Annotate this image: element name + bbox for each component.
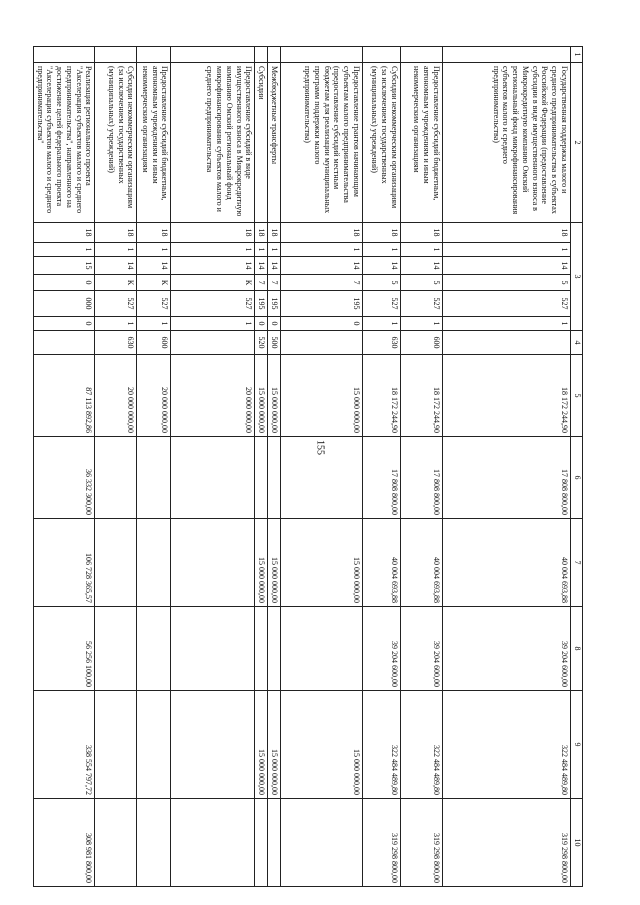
amount-cell: 39 204 600,00: [443, 607, 571, 691]
code-part-cell: 14: [171, 257, 255, 275]
row-index-cell: [363, 47, 401, 63]
row-name-cell: Реализация регионального проекта "Акселерация субъектов малого и среднего предпринимательства", направленного на достижение целей федерального проекта "Акселерация субъектов малого и среднего предпринимательства": [34, 63, 96, 223]
code-part-cell: 1: [95, 317, 137, 331]
amount-cell: [268, 437, 281, 519]
amount-cell: 87 113 892,86: [34, 355, 96, 437]
code-part-cell: 14: [363, 257, 401, 275]
header-cell: 2: [571, 63, 583, 223]
code-part-cell: 195: [255, 291, 268, 317]
row-index-cell: [443, 47, 571, 63]
code-part-cell: 527: [95, 291, 137, 317]
table-row: [268, 47, 281, 887]
code-part-cell: К: [95, 275, 137, 291]
header-cell: 5: [571, 355, 583, 437]
row-name-cell: Субсидии некоммерческим организациям (за исключением государственных (муниципальных) учреждений): [363, 63, 401, 223]
page-number: 155: [314, 440, 326, 455]
code-part-cell: 1: [171, 243, 255, 257]
code-part-cell: 5: [363, 275, 401, 291]
amount-cell: [137, 799, 171, 887]
amount-cell: [171, 607, 255, 691]
code-part-cell: 1: [137, 243, 171, 257]
amount-cell: 15 000 000,00: [281, 355, 363, 437]
code-part-cell: 1: [363, 243, 401, 257]
amount-cell: [255, 607, 268, 691]
code-part-cell: 527: [171, 291, 255, 317]
expense-type-cell: 630: [95, 331, 137, 355]
expense-type-cell: [34, 331, 96, 355]
amount-cell: 15 000 000,00: [255, 691, 268, 799]
row-name-cell: Предоставление субсидий бюджетным, автономным учреждениям и иным некоммерческим организациям: [137, 63, 171, 223]
header-cell: 3: [571, 223, 583, 331]
amount-cell: [137, 691, 171, 799]
row-name-cell: Предоставление грантов начинающим субъектам малого предпринимательства (предоставление субсидий местным бюджетам для реализации муниципальных программ поддержки малого предпринимательства): [281, 63, 363, 223]
row-index-cell: [95, 47, 137, 63]
table-row: [281, 47, 363, 887]
code-part-cell: 1: [95, 243, 137, 257]
amount-cell: 106 728 365,57: [34, 519, 96, 607]
header-cell: 8: [571, 607, 583, 691]
code-part-cell: 1: [268, 243, 281, 257]
code-part-cell: 527: [137, 291, 171, 317]
header-cell: 9: [571, 691, 583, 799]
code-part-cell: 14: [137, 257, 171, 275]
code-part-cell: 15: [34, 257, 96, 275]
amount-cell: [281, 799, 363, 887]
code-part-cell: 1: [401, 317, 443, 331]
expense-type-cell: [443, 331, 571, 355]
code-part-cell: 1: [34, 243, 96, 257]
amount-cell: 18 172 244,90: [363, 355, 401, 437]
code-part-cell: 14: [95, 257, 137, 275]
amount-cell: 18 172 244,90: [443, 355, 571, 437]
amount-cell: [268, 607, 281, 691]
amount-cell: [171, 437, 255, 519]
amount-cell: 20 000 000,00: [95, 355, 137, 437]
table-row: [137, 47, 171, 887]
amount-cell: [95, 799, 137, 887]
code-part-cell: 1: [137, 317, 171, 331]
header-cell: 7: [571, 519, 583, 607]
amount-cell: 20 000 000,00: [137, 355, 171, 437]
code-part-cell: К: [137, 275, 171, 291]
code-part-cell: 0: [268, 317, 281, 331]
code-part-cell: 18: [443, 223, 571, 243]
row-name-cell: Субсидии: [255, 63, 268, 223]
amount-cell: [281, 607, 363, 691]
code-part-cell: 5: [401, 275, 443, 291]
amount-cell: 15 000 000,00: [255, 519, 268, 607]
header-row: [571, 47, 583, 887]
amount-cell: [95, 437, 137, 519]
code-part-cell: 7: [255, 275, 268, 291]
code-part-cell: 18: [255, 223, 268, 243]
code-part-cell: 18: [268, 223, 281, 243]
amount-cell: [281, 437, 363, 519]
code-part-cell: К: [171, 275, 255, 291]
expense-type-cell: [171, 331, 255, 355]
amount-cell: 308 981 800,00: [34, 799, 96, 887]
amount-cell: 338 554 797,72: [34, 691, 96, 799]
code-part-cell: 18: [34, 223, 96, 243]
header-cell: 4: [571, 331, 583, 355]
row-index-cell: [401, 47, 443, 63]
code-part-cell: 18: [363, 223, 401, 243]
amount-cell: 15 000 000,00: [255, 355, 268, 437]
amount-cell: [171, 691, 255, 799]
code-part-cell: 527: [363, 291, 401, 317]
amount-cell: 39 204 600,00: [401, 607, 443, 691]
code-part-cell: 1: [281, 243, 363, 257]
code-part-cell: 1: [171, 317, 255, 331]
expense-type-cell: 600: [401, 331, 443, 355]
code-part-cell: 1: [363, 317, 401, 331]
code-part-cell: 18: [401, 223, 443, 243]
row-name-cell: Предоставление субсидий в виде имущественного взноса в Микрокредитную компанию Омский региональный фонд микрофинансирования субъектов малого и среднего предпринимательства: [171, 63, 255, 223]
row-index-cell: [34, 47, 96, 63]
amount-cell: [137, 437, 171, 519]
amount-cell: [171, 519, 255, 607]
code-part-cell: 1: [443, 317, 571, 331]
amount-cell: 322 484 489,80: [443, 691, 571, 799]
expense-type-cell: 520: [255, 331, 268, 355]
amount-cell: 20 000 000,00: [171, 355, 255, 437]
table-row: [255, 47, 268, 887]
amount-cell: 17 808 800,00: [443, 437, 571, 519]
amount-cell: [255, 799, 268, 887]
amount-cell: 17 808 800,00: [401, 437, 443, 519]
code-part-cell: 14: [443, 257, 571, 275]
row-index-cell: [137, 47, 171, 63]
amount-cell: 15 000 000,00: [281, 519, 363, 607]
amount-cell: 322 484 489,80: [363, 691, 401, 799]
code-part-cell: 527: [401, 291, 443, 317]
header-cell: 10: [571, 799, 583, 887]
expense-type-cell: 600: [137, 331, 171, 355]
row-name-cell: Предоставление субсидий бюджетным, автономным учреждениям и иным некоммерческим организациям: [401, 63, 443, 223]
amount-cell: 15 000 000,00: [268, 355, 281, 437]
code-part-cell: 527: [443, 291, 571, 317]
code-part-cell: 14: [281, 257, 363, 275]
code-part-cell: 0: [281, 317, 363, 331]
code-part-cell: 1: [443, 243, 571, 257]
table-row: [363, 47, 401, 887]
table-row: [95, 47, 137, 887]
amount-cell: 40 004 693,88: [401, 519, 443, 607]
amount-cell: 15 000 000,00: [281, 691, 363, 799]
header-cell: 6: [571, 437, 583, 519]
table-row: [34, 47, 96, 887]
code-part-cell: 7: [281, 275, 363, 291]
code-part-cell: 1: [401, 243, 443, 257]
rotated-budget-table: [18, 46, 583, 886]
amount-cell: [137, 519, 171, 607]
amount-cell: 18 172 244,90: [401, 355, 443, 437]
row-name-cell: Межбюджетные трансферты: [268, 63, 281, 223]
amount-cell: 40 004 693,88: [363, 519, 401, 607]
code-part-cell: 1: [255, 243, 268, 257]
amount-cell: 15 000 000,00: [268, 519, 281, 607]
row-index-cell: [171, 47, 255, 63]
code-part-cell: 18: [95, 223, 137, 243]
code-part-cell: 18: [171, 223, 255, 243]
code-part-cell: 14: [401, 257, 443, 275]
code-part-cell: 0: [34, 275, 96, 291]
code-part-cell: 000: [34, 291, 96, 317]
amount-cell: 322 484 489,80: [401, 691, 443, 799]
amount-cell: 39 204 600,00: [363, 607, 401, 691]
table-row: [171, 47, 255, 887]
amount-cell: 17 808 800,00: [363, 437, 401, 519]
code-part-cell: 18: [137, 223, 171, 243]
code-part-cell: 0: [34, 317, 96, 331]
table-row: [401, 47, 443, 887]
expense-type-cell: 500: [268, 331, 281, 355]
amount-cell: [268, 799, 281, 887]
expense-type-cell: 630: [363, 331, 401, 355]
amount-cell: [95, 691, 137, 799]
amount-cell: [95, 519, 137, 607]
amount-cell: 40 004 693,88: [443, 519, 571, 607]
code-part-cell: 0: [255, 317, 268, 331]
code-part-cell: 14: [268, 257, 281, 275]
row-index-cell: [268, 47, 281, 63]
amount-cell: 56 256 100,00: [34, 607, 96, 691]
amount-cell: 15 000 000,00: [268, 691, 281, 799]
amount-cell: 36 332 300,00: [34, 437, 96, 519]
header-cell: 1: [571, 47, 583, 63]
code-part-cell: 5: [443, 275, 571, 291]
code-part-cell: 7: [268, 275, 281, 291]
amount-cell: 319 298 800,00: [443, 799, 571, 887]
amount-cell: [171, 799, 255, 887]
code-part-cell: 195: [281, 291, 363, 317]
code-part-cell: 14: [255, 257, 268, 275]
table-row: [443, 47, 571, 887]
amount-cell: [255, 437, 268, 519]
amount-cell: 319 298 800,00: [401, 799, 443, 887]
row-name-cell: Государственная поддержка малого и среднего предпринимательства в субъектах Российской Федерации (предоставление субсидии в виде имущественного взноса в Микрокредитную компанию Омский региональный фонд микрофинансирования субъектов малого и среднего предпринимательства): [443, 63, 571, 223]
amount-cell: [95, 607, 137, 691]
row-index-cell: [281, 47, 363, 63]
row-index-cell: [255, 47, 268, 63]
amount-cell: 319 298 800,00: [363, 799, 401, 887]
code-part-cell: 195: [268, 291, 281, 317]
row-name-cell: Субсидии некоммерческим организациям (за исключением государственных (муниципальных) учреждений): [95, 63, 137, 223]
expense-type-cell: [281, 331, 363, 355]
code-part-cell: 18: [281, 223, 363, 243]
amount-cell: [137, 607, 171, 691]
budget-table: [33, 46, 583, 887]
